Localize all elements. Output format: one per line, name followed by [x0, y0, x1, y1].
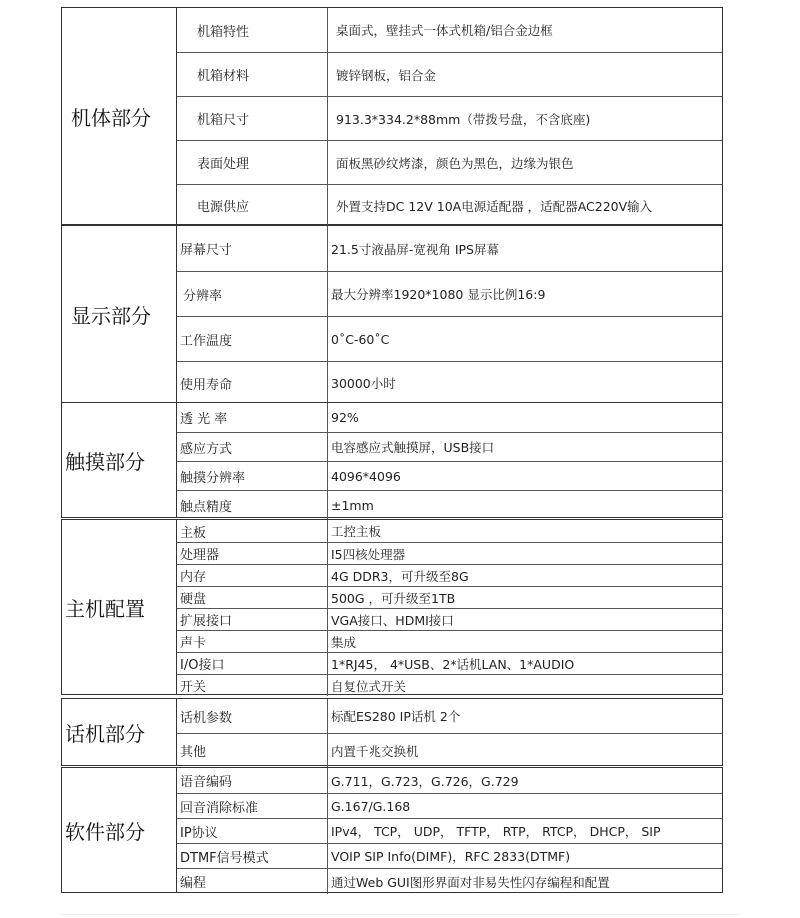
- spec-key: 表面处理: [177, 141, 328, 184]
- spec-key: 编程: [177, 869, 328, 894]
- spec-value: 内置千兆交换机: [331, 743, 419, 759]
- spec-value: IPv4， TCP， UDP， TFTP， RTP， RTCP， DHCP， SIP: [331, 824, 661, 839]
- spec-value: 自复位式开关: [331, 678, 407, 694]
- spec-row: [177, 630, 722, 652]
- spec-value: 通过Web GUI图形界面对非易失性闪存编程和配置: [331, 874, 610, 890]
- spec-key: 触摸分辨率: [177, 462, 328, 490]
- spec-key: 触点精度: [177, 491, 328, 519]
- spec-row: [177, 818, 722, 843]
- spec-row: [177, 586, 722, 608]
- spec-row: [177, 768, 722, 793]
- spec-value: 工控主板: [331, 524, 382, 539]
- spec-row: [177, 542, 722, 564]
- spec-row: [177, 843, 722, 868]
- spec-value: 0˚C-60˚C: [331, 331, 390, 347]
- section-2: [61, 402, 723, 518]
- spec-row: [177, 271, 722, 316]
- section-5: [61, 767, 723, 893]
- spec-key: 机箱材料: [177, 53, 328, 96]
- spec-key: 机箱特性: [177, 8, 328, 52]
- section-title: 触摸部分: [62, 403, 177, 517]
- spec-key: DTMF信号模式: [177, 844, 328, 868]
- spec-row: [177, 490, 722, 519]
- spec-row: [177, 184, 722, 226]
- spec-value: 30000小时: [331, 376, 396, 391]
- spec-key: 回音消除标准: [177, 794, 328, 818]
- spec-key: 内存: [177, 565, 328, 586]
- spec-key: 使用寿命: [177, 362, 328, 404]
- spec-row: [177, 361, 722, 404]
- spec-value: G.711，G.723，G.726，G.729: [331, 773, 519, 789]
- spec-value: 标配ES280 IP话机 2个: [331, 709, 461, 724]
- spec-value: 最大分辨率1920*1080 显示比例16:9: [331, 287, 546, 302]
- page-divider: [60, 914, 740, 915]
- spec-value: I5四核处理器: [331, 546, 406, 562]
- spec-row: [177, 461, 722, 490]
- spec-key: 主板: [177, 520, 328, 542]
- spec-key: IP协议: [177, 819, 328, 843]
- spec-row: [177, 140, 722, 184]
- spec-value: 4096*4096: [331, 468, 401, 484]
- section-title: 软件部分: [62, 768, 177, 892]
- spec-key: 声卡: [177, 631, 328, 652]
- spec-row: [177, 733, 722, 767]
- spec-row: [177, 868, 722, 894]
- spec-row: [177, 652, 722, 674]
- spec-value: VOIP SIP Info(DIMF)，RFC 2833(DTMF): [331, 849, 571, 864]
- spec-key: 扩展接口: [177, 609, 328, 630]
- spec-row: [177, 403, 722, 432]
- section-title: 显示部分: [62, 226, 177, 402]
- spec-value: 桌面式，壁挂式一体式机箱/铝合金边框: [336, 23, 553, 38]
- spec-row: [177, 226, 722, 271]
- spec-value: 集成: [331, 634, 357, 650]
- spec-row: [177, 699, 722, 733]
- spec-value: 21.5寸液晶屏-宽视角 IPS屏幕: [331, 241, 499, 257]
- spec-key: 处理器: [177, 543, 328, 564]
- spec-row: [177, 52, 722, 96]
- spec-row: [177, 564, 722, 586]
- spec-key: 透 光 率: [177, 403, 328, 432]
- spec-value: ±1mm: [331, 497, 374, 513]
- spec-key: 分辨率: [177, 272, 328, 316]
- spec-row: [177, 8, 722, 52]
- spec-row: [177, 608, 722, 630]
- spec-value: VGA接口、HDMI接口: [331, 612, 454, 628]
- section-1: [61, 225, 723, 403]
- section-4: [61, 698, 723, 766]
- spec-row: [177, 793, 722, 818]
- spec-row: [177, 432, 722, 461]
- spec-key: I/O接口: [177, 653, 328, 674]
- spec-row: [177, 520, 722, 542]
- spec-key: 其他: [177, 734, 328, 767]
- spec-value: 913.3*334.2*88mm（带拨号盘，不含底座): [336, 111, 591, 127]
- spec-row: [177, 316, 722, 361]
- spec-value: 4G DDR3，可升级至8G: [331, 568, 469, 584]
- spec-key: 机箱尺寸: [177, 97, 328, 140]
- spec-value: 面板黑砂纹烤漆，颜色为黑色，边缘为银色: [336, 155, 574, 171]
- spec-key: 工作温度: [177, 317, 328, 361]
- spec-row: [177, 674, 722, 696]
- spec-value: 外置支持DC 12V 10A电源适配器 ，适配器AC220V输入: [336, 198, 653, 214]
- section-title: 话机部分: [62, 699, 177, 765]
- spec-value: 镀锌钢板，铝合金: [336, 67, 437, 83]
- spec-key: 语音编码: [177, 768, 328, 793]
- spec-key: 感应方式: [177, 433, 328, 461]
- spec-key: 话机参数: [177, 699, 328, 733]
- spec-value: 500G ，可升级至1TB: [331, 590, 456, 606]
- spec-value: 92%: [331, 410, 359, 425]
- section-0: [61, 7, 723, 225]
- spec-value: 电容感应式触摸屏，USB接口: [331, 440, 495, 455]
- spec-key: 开关: [177, 675, 328, 696]
- spec-row: [177, 96, 722, 140]
- spec-value: 1*RJ45， 4*USB、2*话机LAN、1*AUDIO: [331, 656, 575, 672]
- spec-key: 硬盘: [177, 587, 328, 608]
- section-title: 机体部分: [62, 8, 177, 224]
- spec-key: 电源供应: [177, 185, 328, 226]
- section-title: 主机配置: [62, 520, 177, 694]
- spec-value: G.167/G.168: [331, 798, 411, 814]
- spec-key: 屏幕尺寸: [177, 226, 328, 271]
- section-3: [61, 519, 723, 695]
